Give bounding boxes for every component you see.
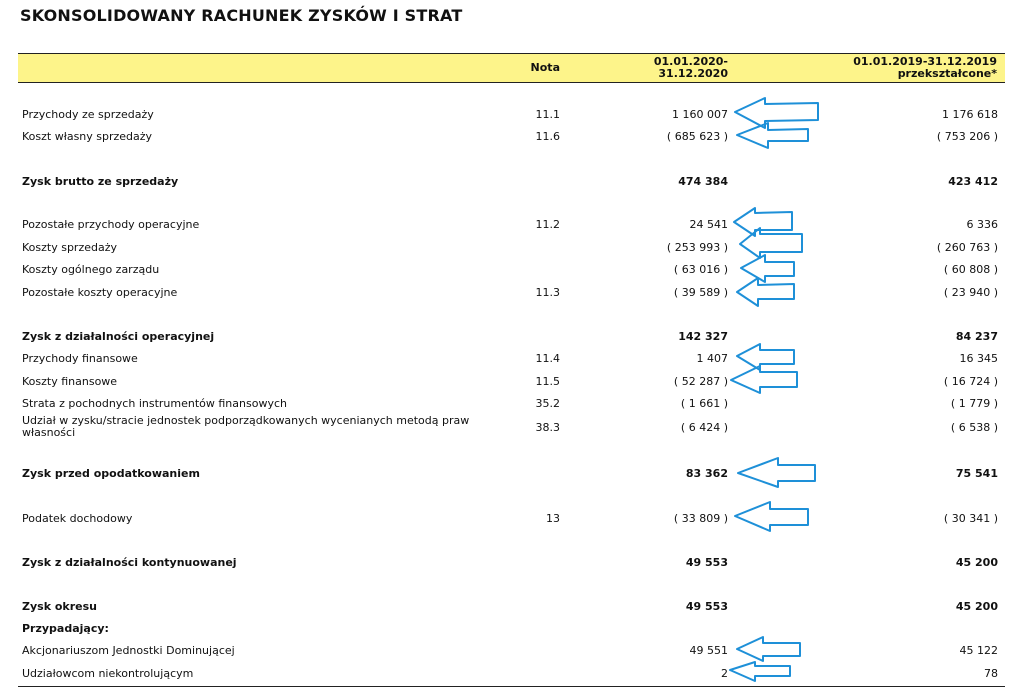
row-nota: 11.3 bbox=[535, 286, 560, 299]
table-row-total bbox=[18, 556, 1005, 570]
row-nota: 13 bbox=[546, 512, 560, 525]
table-row bbox=[18, 108, 1005, 122]
row-value-2019: 78 bbox=[984, 667, 998, 680]
row-value-2019: 75 541 bbox=[955, 467, 998, 480]
header-2020-line2: 31.12.2020 bbox=[658, 67, 728, 80]
row-label: Przychody finansowe bbox=[22, 352, 138, 365]
row-value-2020: 83 362 bbox=[685, 467, 728, 480]
row-label: Udział w zysku/stracie jednostek podporządkowanych wycenianych metodą praw własności bbox=[22, 414, 470, 439]
row-label: Podatek dochodowy bbox=[22, 512, 133, 525]
row-label: Udziałowcom niekontrolującym bbox=[22, 667, 194, 680]
row-label: Koszt własny sprzedaży bbox=[22, 130, 153, 143]
row-value-2020: ( 52 287 ) bbox=[673, 375, 728, 388]
row-value-2020: ( 63 016 ) bbox=[673, 263, 728, 276]
table-row-subheading bbox=[18, 622, 1005, 636]
row-value-2020: 142 327 bbox=[678, 330, 728, 343]
row-label: Zysk okresu bbox=[22, 600, 97, 613]
row-label: Zysk przed opodatkowaniem bbox=[22, 467, 200, 480]
row-value-2019: ( 60 808 ) bbox=[943, 263, 998, 276]
row-value-2020: 1 160 007 bbox=[672, 108, 728, 121]
row-value-2019: ( 23 940 ) bbox=[943, 286, 998, 299]
row-value-2019: 84 237 bbox=[955, 330, 998, 343]
header-2020-line1: 01.01.2020- bbox=[653, 55, 728, 68]
row-nota: 11.4 bbox=[535, 352, 560, 365]
row-label: Pozostałe koszty operacyjne bbox=[22, 286, 178, 299]
header-nota: Nota bbox=[530, 61, 560, 74]
row-label: Zysk brutto ze sprzedaży bbox=[22, 175, 179, 188]
row-nota: 35.2 bbox=[535, 397, 560, 410]
table-row bbox=[18, 286, 1005, 300]
row-value-2020: ( 1 661 ) bbox=[680, 397, 728, 410]
table-row-total bbox=[18, 600, 1005, 614]
row-label: Przypadający: bbox=[22, 622, 109, 635]
table-row bbox=[18, 263, 1005, 277]
table-row-total bbox=[18, 467, 1005, 481]
row-value-2020: 49 553 bbox=[685, 600, 728, 613]
row-value-2019: 16 345 bbox=[959, 352, 998, 365]
row-value-2020: ( 39 589 ) bbox=[673, 286, 728, 299]
row-label: Koszty ogólnego zarządu bbox=[22, 263, 160, 276]
row-label: Koszty sprzedaży bbox=[22, 241, 118, 254]
table-row bbox=[18, 241, 1005, 255]
row-label: Zysk z działalności operacyjnej bbox=[22, 330, 215, 343]
table-row bbox=[18, 667, 1005, 681]
row-value-2020: ( 253 993 ) bbox=[666, 241, 728, 254]
row-value-2019: 45 200 bbox=[955, 600, 998, 613]
table-bottom-rule bbox=[18, 686, 1005, 687]
row-value-2019: ( 30 341 ) bbox=[943, 512, 998, 525]
table-row bbox=[18, 375, 1005, 389]
row-value-2020: 49 551 bbox=[689, 644, 728, 657]
row-value-2019: ( 753 206 ) bbox=[936, 130, 998, 143]
row-value-2019: 6 336 bbox=[966, 218, 998, 231]
header-2019-line2: przekształcone* bbox=[897, 67, 997, 80]
row-value-2020: ( 6 424 ) bbox=[680, 421, 728, 434]
row-value-2020: ( 685 623 ) bbox=[666, 130, 728, 143]
table-row bbox=[18, 130, 1005, 144]
row-value-2020: 1 407 bbox=[696, 352, 728, 365]
row-nota: 11.2 bbox=[535, 218, 560, 231]
row-value-2019: 1 176 618 bbox=[942, 108, 998, 121]
row-label: Przychody ze sprzedaży bbox=[22, 108, 154, 121]
table-row bbox=[18, 397, 1005, 411]
page-title: SKONSOLIDOWANY RACHUNEK ZYSKÓW I STRAT bbox=[20, 6, 463, 25]
table-row bbox=[18, 352, 1005, 366]
row-label: Akcjonariuszom Jednostki Dominującej bbox=[22, 644, 235, 657]
row-value-2020: 2 bbox=[721, 667, 728, 680]
row-value-2020: 474 384 bbox=[678, 175, 728, 188]
header-2019-line1: 01.01.2019-31.12.2019 bbox=[853, 55, 997, 68]
row-label: Zysk z działalności kontynuowanej bbox=[22, 556, 237, 569]
row-label: Pozostałe przychody operacyjne bbox=[22, 218, 200, 231]
table-row bbox=[18, 644, 1005, 658]
row-value-2019: 423 412 bbox=[948, 175, 998, 188]
table-row bbox=[18, 415, 1005, 441]
header-2019 bbox=[800, 56, 997, 80]
table-row-total bbox=[18, 330, 1005, 344]
row-label: Strata z pochodnych instrumentów finansowych bbox=[22, 397, 287, 410]
row-nota: 11.5 bbox=[535, 375, 560, 388]
row-value-2020: ( 33 809 ) bbox=[673, 512, 728, 525]
row-value-2019: ( 260 763 ) bbox=[936, 241, 998, 254]
row-value-2019: 45 122 bbox=[959, 644, 998, 657]
row-value-2020: 49 553 bbox=[685, 556, 728, 569]
row-value-2019: ( 16 724 ) bbox=[943, 375, 998, 388]
row-value-2019: 45 200 bbox=[955, 556, 998, 569]
table-row-total bbox=[18, 175, 1005, 189]
header-2020 bbox=[560, 56, 728, 80]
row-nota: 11.1 bbox=[535, 108, 560, 121]
table-row bbox=[18, 218, 1005, 232]
row-nota: 11.6 bbox=[535, 130, 560, 143]
row-value-2020: 24 541 bbox=[689, 218, 728, 231]
table-row bbox=[18, 512, 1005, 526]
row-value-2019: ( 1 779 ) bbox=[950, 397, 998, 410]
row-value-2019: ( 6 538 ) bbox=[950, 421, 998, 434]
row-label: Koszty finansowe bbox=[22, 375, 118, 388]
row-nota: 38.3 bbox=[535, 421, 560, 434]
